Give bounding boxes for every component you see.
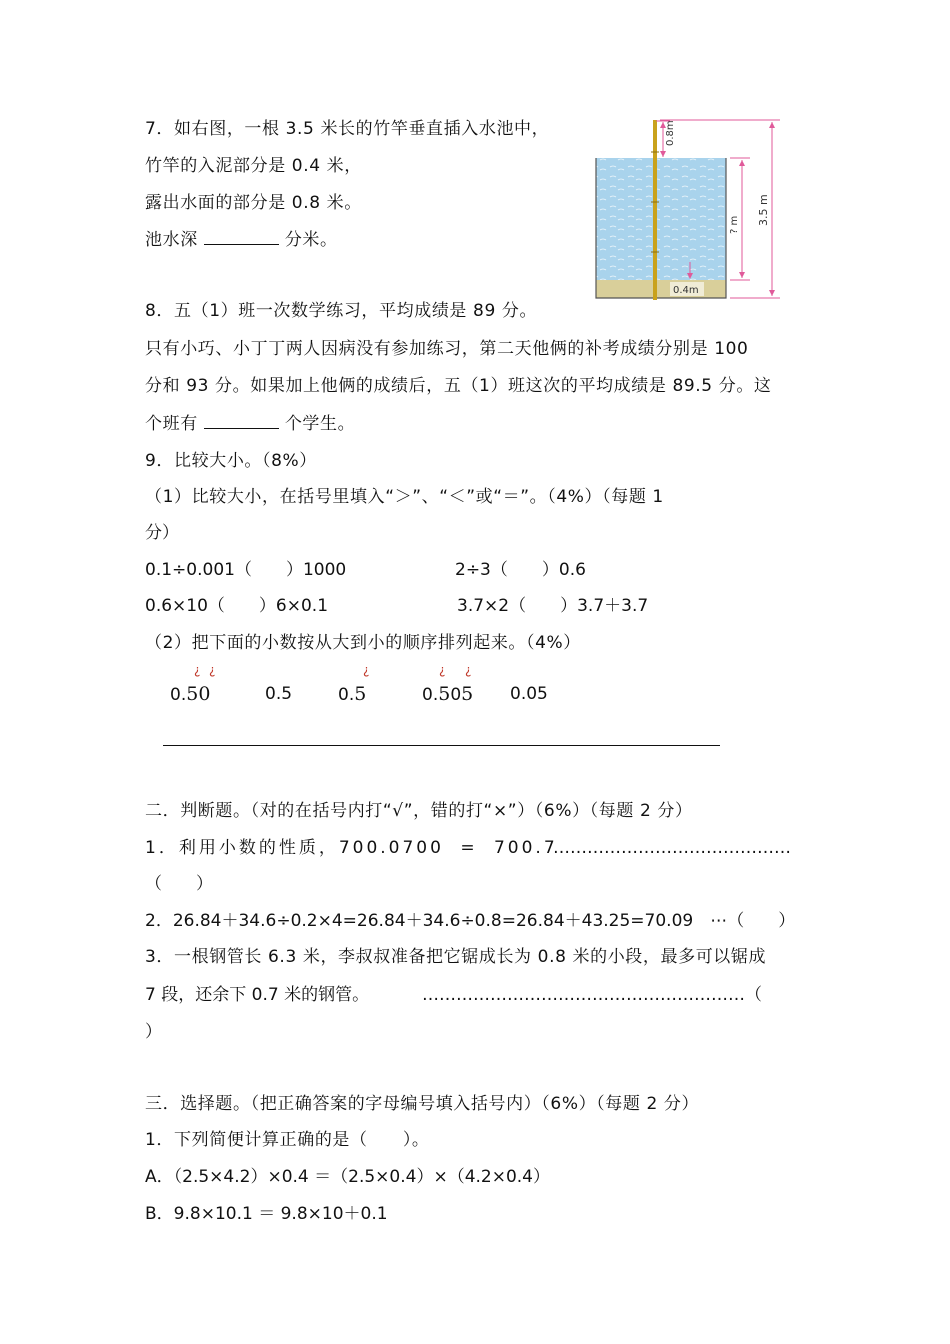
total-arrowhead-down bbox=[769, 290, 775, 296]
q8-line4 bbox=[145, 413, 355, 435]
number-4-repeating-end: 5 bbox=[461, 683, 474, 705]
q7-prefix: 池水深 bbox=[145, 230, 198, 250]
number-2: 0.5 bbox=[265, 684, 293, 704]
q8-line1: 8．五（1）班一次数学练习，平均成绩是 89 分。 bbox=[145, 301, 538, 321]
q8-line2: 只有小巧、小丁丁两人因病没有参加练习，第二天他俩的补考成绩分别是 100 bbox=[145, 339, 749, 359]
q8-answer-blank[interactable] bbox=[204, 414, 279, 429]
q9-part1-line2: 分） bbox=[145, 523, 179, 543]
number-1-repeating: 50 bbox=[186, 683, 211, 705]
repeat-dot: ¿ bbox=[465, 663, 472, 677]
judge-1-text: 1．利用小数的性质，700.0700 = 700.7 bbox=[145, 838, 558, 858]
bamboo-pole bbox=[653, 120, 657, 300]
pool-diagram bbox=[590, 112, 790, 304]
ordering-answer-line[interactable] bbox=[163, 745, 720, 746]
q8-prefix: 个班有 bbox=[145, 414, 198, 434]
compare-4[interactable]: 3.7×2（ ）3.7＋3.7 bbox=[457, 596, 649, 616]
number-1 bbox=[170, 683, 210, 706]
label-total: 3.5 m bbox=[757, 194, 770, 226]
judge-1-dots: …………………………………… bbox=[553, 838, 791, 858]
number-4-repeating-start: 5 bbox=[438, 683, 451, 705]
water-ripples bbox=[596, 158, 726, 280]
repeat-dot: ¿ bbox=[363, 663, 370, 677]
mid-arrowhead-up bbox=[739, 160, 745, 166]
top-arrowhead-down bbox=[660, 151, 666, 157]
mud-layer bbox=[596, 280, 726, 298]
judge-2[interactable]: 2．26.84＋34.6÷0.2×4=26.84＋34.6÷0.8=26.84＋43.25=70.09 ⋯（ ） bbox=[145, 911, 796, 931]
q9-part1-line1: （1）比较大小，在括号里填入“＞”、“＜”或“＝”。（4%）（每题 1 bbox=[145, 487, 664, 507]
label-mid: ? m bbox=[729, 215, 740, 234]
compare-2[interactable]: 2÷3（ ）0.6 bbox=[455, 560, 586, 580]
section-3-title: 三．选择题。（把正确答案的字母编号填入括号内）（6%）（每题 2 分） bbox=[145, 1094, 700, 1114]
choice-1-question: 1．下列简便计算正确的是（ ）。 bbox=[145, 1130, 430, 1150]
compare-1[interactable]: 0.1÷0.001（ ）1000 bbox=[145, 560, 347, 580]
q7-answer-blank[interactable] bbox=[204, 230, 279, 245]
judge-3-line1: 3．一根钢管长 6.3 米，李叔叔准备把它锯成长为 0.8 米的小段，最多可以锯成 bbox=[145, 947, 767, 967]
number-4-int: 0. bbox=[422, 685, 439, 705]
number-4-middle: 0 bbox=[450, 685, 462, 705]
label-top: 0.8m bbox=[665, 120, 676, 146]
q7-line3: 露出水面的部分是 0.8 米。 bbox=[145, 193, 362, 213]
mid-arrowhead-down bbox=[739, 272, 745, 278]
q9-part2: （2）把下面的小数按从大到小的顺序排列起来。（4%） bbox=[145, 633, 581, 653]
judge-1-paren[interactable]: （ ） bbox=[145, 874, 213, 894]
choice-1-option-b[interactable]: B．9.8×10.1 ＝ 9.8×10＋0.1 bbox=[145, 1204, 388, 1224]
number-3-repeating: 5 bbox=[354, 683, 367, 705]
compare-3[interactable]: 0.6×10（ ）6×0.1 bbox=[145, 596, 329, 616]
total-arrowhead-up bbox=[769, 122, 775, 128]
choice-1-option-a[interactable]: A．（2.5×4.2）×0.4 ＝（2.5×0.4）×（4.2×0.4） bbox=[145, 1167, 551, 1187]
q7-line4 bbox=[145, 229, 338, 251]
repeat-dot: ¿ bbox=[439, 663, 446, 677]
q7-line1: 7．如右图，一根 3.5 米长的竹竿垂直插入水池中， bbox=[145, 119, 550, 139]
q9-title: 9．比较大小。（8%） bbox=[145, 451, 317, 471]
judge-3-dots[interactable]: …………………………………………………（ bbox=[422, 985, 762, 1005]
section-2-title: 二．判断题。（对的在括号内打“√”，错的打“×”）（6%）（每题 2 分） bbox=[145, 801, 693, 821]
number-4 bbox=[422, 683, 473, 706]
q8-suffix: 个学生。 bbox=[284, 414, 356, 434]
repeat-dot: ¿ bbox=[209, 663, 216, 677]
q7-suffix: 分米。 bbox=[284, 230, 338, 250]
judge-3-paren: ） bbox=[145, 1022, 162, 1042]
q7-line2: 竹竿的入泥部分是 0.4 米， bbox=[145, 156, 362, 176]
number-5: 0.05 bbox=[510, 684, 548, 704]
number-3-int: 0. bbox=[338, 685, 355, 705]
number-1-int: 0. bbox=[170, 685, 187, 705]
q8-line3: 分和 93 分。如果加上他俩的成绩后，五（1）班这次的平均成绩是 89.5 分。这 bbox=[145, 376, 772, 396]
label-bottom: 0.4m bbox=[673, 285, 699, 296]
number-3 bbox=[338, 683, 366, 706]
repeat-dot: ¿ bbox=[194, 663, 201, 677]
judge-3-line2: 7 段，还余下 0.7 米的钢管。 bbox=[145, 985, 370, 1005]
